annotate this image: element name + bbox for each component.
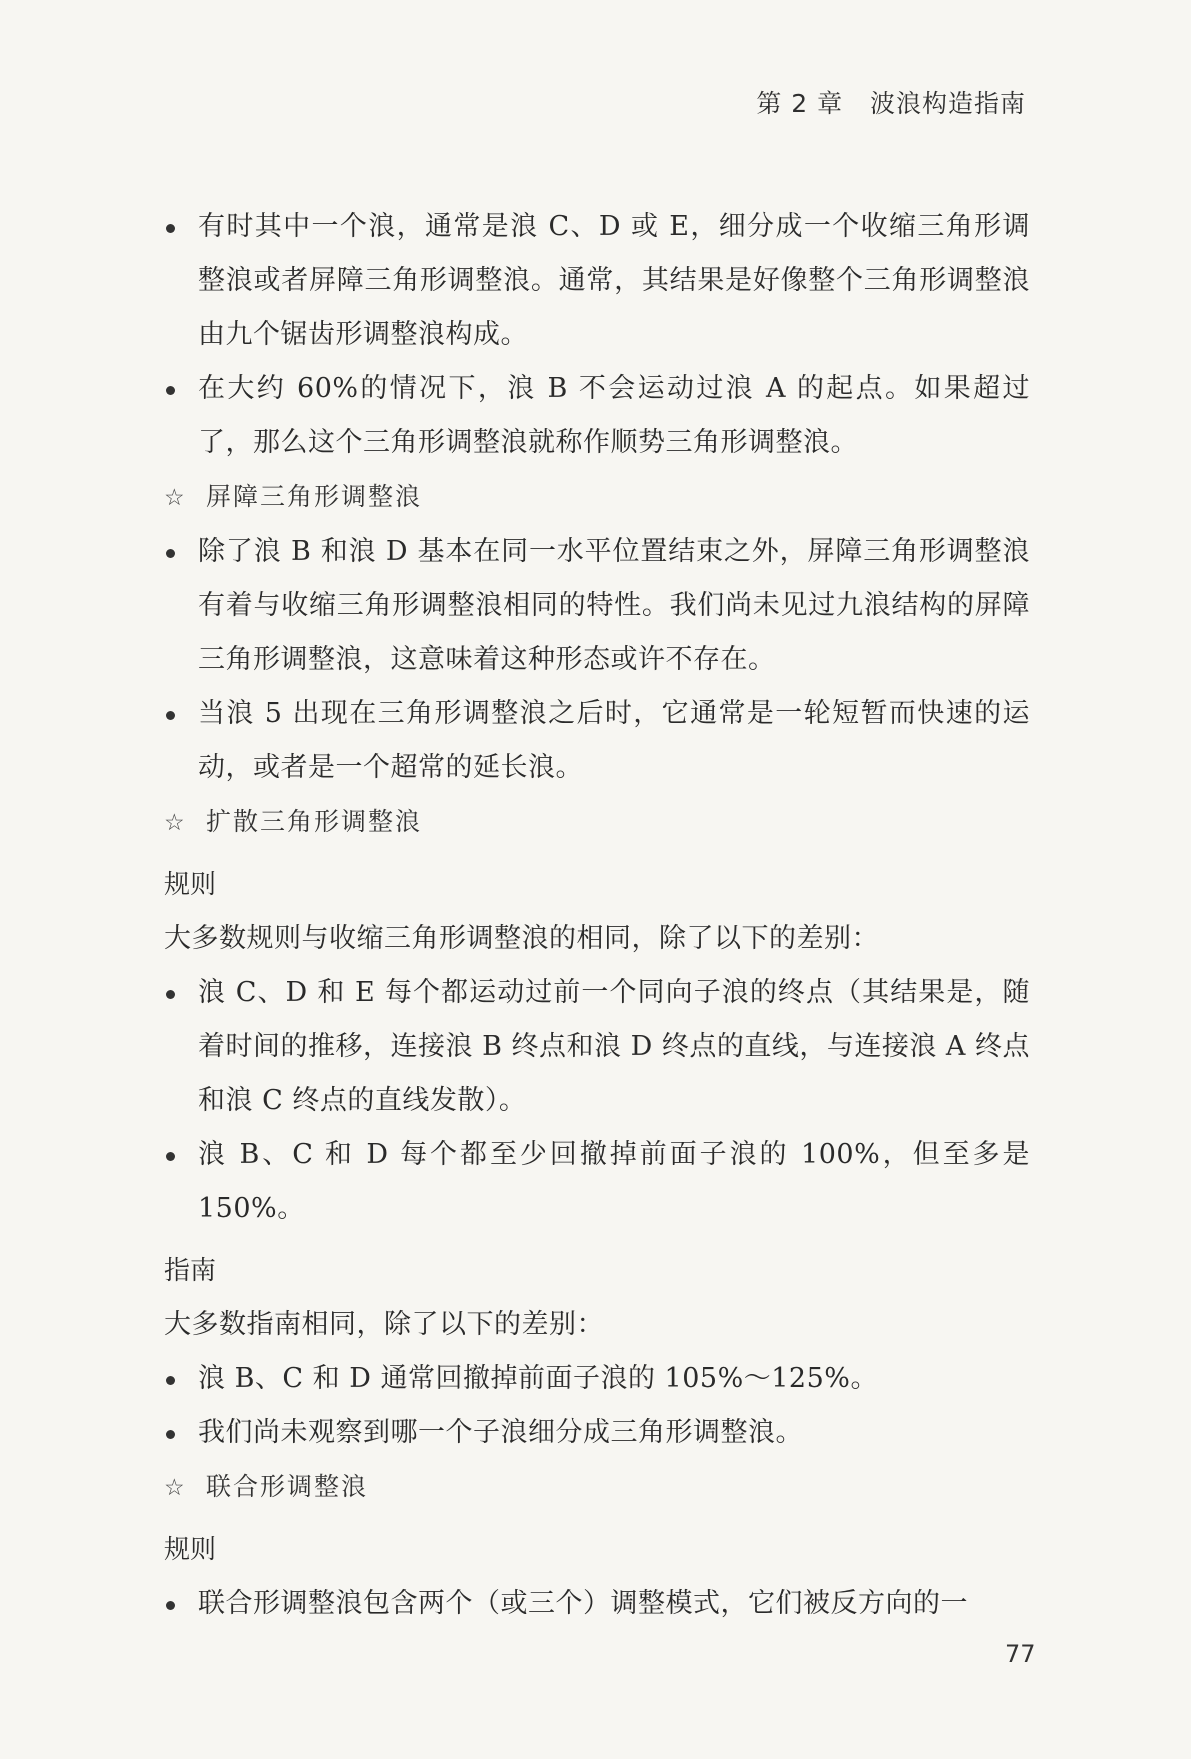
paragraph: 大多数规则与收缩三角形调整浪的相同，除了以下的差别： [164, 923, 879, 954]
bullet-item [164, 687, 1030, 795]
bullet-dot-icon [166, 1152, 175, 1161]
star-subheading-text: 扩散三角形调整浪 [206, 807, 423, 836]
section-heading: 规则 [164, 870, 217, 900]
star-subheading-text: 联合形调整浪 [206, 1472, 369, 1501]
section-heading: 指南 [164, 1256, 217, 1286]
paragraph: 大多数指南相同，除了以下的差别： [164, 1309, 604, 1340]
star-outline-icon: ☆ [164, 1475, 187, 1501]
page-number: 77 [1005, 1640, 1036, 1668]
bullet-item [164, 1577, 1030, 1631]
bullet-text: 在大约 60%的情况下，浪 B 不会运动过浪 A 的起点。如果超过了，那么这个三角形调整浪就称作顺势三角形调整浪。 [198, 373, 1030, 458]
bullet-dot-icon [166, 224, 175, 233]
star-subheading [164, 795, 1030, 850]
bullet-text: 联合形调整浪包含两个（或三个）调整模式，它们被反方向的一 [198, 1588, 968, 1619]
bullet-item [164, 362, 1030, 470]
bullet-dot-icon [166, 711, 175, 720]
bullet-item [164, 1352, 1030, 1406]
bullet-dot-icon [166, 1376, 175, 1385]
bullet-dot-icon [166, 549, 175, 558]
bullet-dot-icon [166, 990, 175, 999]
bullet-dot-icon [166, 1430, 175, 1439]
bullet-text: 浪 C、D 和 E 每个都运动过前一个同向子浪的终点（其结果是，随着时间的推移，连接浪 B 终点和浪 D 终点的直线，与连接浪 A 终点和浪 C 终点的直线发散）。 [198, 977, 1030, 1116]
page-content [164, 200, 1030, 1631]
star-subheading-text: 屏障三角形调整浪 [206, 482, 423, 511]
running-header: 第 2 章 波浪构造指南 [756, 89, 1026, 118]
star-subheading [164, 470, 1030, 525]
bullet-item [164, 525, 1030, 687]
star-outline-icon: ☆ [164, 485, 187, 511]
bullet-text: 当浪 5 出现在三角形调整浪之后时，它通常是一轮短暂而快速的运动，或者是一个超常的延长浪。 [198, 698, 1030, 783]
bullet-item [164, 200, 1030, 362]
bullet-dot-icon [166, 1601, 175, 1610]
star-outline-icon: ☆ [164, 810, 187, 836]
bullet-text: 我们尚未观察到哪一个子浪细分成三角形调整浪。 [198, 1417, 803, 1448]
bullet-item [164, 1128, 1030, 1236]
bullet-dot-icon [166, 386, 175, 395]
star-subheading [164, 1460, 1030, 1515]
bullet-text: 有时其中一个浪，通常是浪 C、D 或 E，细分成一个收缩三角形调整浪或者屏障三角形调整浪。通常，其结果是好像整个三角形调整浪由九个锯齿形调整浪构成。 [198, 211, 1030, 350]
bullet-text: 除了浪 B 和浪 D 基本在同一水平位置结束之外，屏障三角形调整浪有着与收缩三角形调整浪相同的特性。我们尚未见过九浪结构的屏障三角形调整浪，这意味着这种形态或许不存在。 [198, 536, 1030, 675]
section-heading: 规则 [164, 1535, 217, 1565]
bullet-text: 浪 B、C 和 D 每个都至少回撤掉前面子浪的 100%，但至多是 150%。 [198, 1139, 1030, 1224]
bullet-text: 浪 B、C 和 D 通常回撤掉前面子浪的 105%～125%。 [198, 1363, 878, 1394]
bullet-item [164, 1406, 1030, 1460]
bullet-item [164, 966, 1030, 1128]
